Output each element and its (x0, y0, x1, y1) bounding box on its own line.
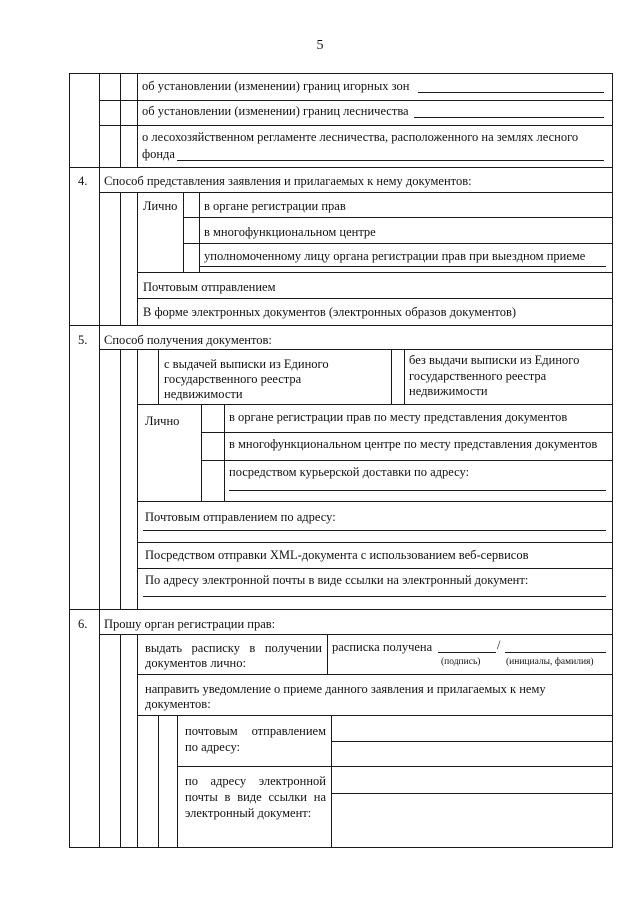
address-fill-line (331, 793, 613, 794)
page-number: 5 (316, 38, 324, 53)
section-4-lichno: Лично (143, 199, 178, 213)
section-5-option-post: Почтовым отправлением по адресу: (145, 510, 336, 524)
postal-line2: по адресу: (185, 740, 241, 754)
fill-line (143, 596, 606, 597)
underline (200, 266, 606, 267)
table-border-bottom (69, 847, 613, 848)
row-divider (201, 432, 613, 433)
checkbox-column-divider (137, 192, 138, 325)
notify-line1: направить уведомление о приеме данного заявления и прилагаемых к нему (145, 682, 546, 696)
section-5-option-email: По адресу электронной почты в виде ссылки на электронный документ: (145, 573, 529, 587)
section-divider (69, 609, 613, 610)
checkbox-divider (199, 192, 200, 272)
without-extract-line2: государственного реестра (409, 369, 547, 383)
section-4-option-mfc: в многофункциональном центре (204, 225, 376, 239)
checkbox-column-divider (137, 349, 138, 609)
without-extract-line3: недвижимости (409, 384, 488, 398)
option-forestry-borders: об установлении (изменении) границ лесничества (142, 104, 409, 118)
signature-line (438, 652, 496, 653)
extract-divider (391, 349, 392, 404)
option-forestry-regulation-line2: фонда (142, 147, 175, 161)
checkbox-column-divider (120, 349, 121, 609)
row-divider (137, 542, 613, 543)
row-divider (137, 404, 613, 405)
row-divider (137, 715, 613, 716)
row-divider (137, 298, 613, 299)
row-divider (99, 100, 613, 101)
section-5-option-xml: Посредством отправки XML-документа с использованием веб-сервисов (145, 548, 529, 562)
section-4-option-registry: в органе регистрации прав (204, 199, 346, 213)
table-border-top (69, 73, 613, 74)
fill-line (229, 490, 606, 491)
section-6-title: Прошу орган регистрации прав: (104, 617, 276, 631)
row-divider (99, 634, 613, 635)
with-extract-line2: государственного реестра (164, 372, 302, 386)
checkbox-divider (404, 349, 405, 404)
fill-line (177, 160, 604, 161)
checkbox-column-divider (137, 634, 138, 848)
fill-line (414, 117, 604, 118)
section-6-number: 6. (78, 617, 88, 631)
checkbox-divider (158, 715, 159, 848)
receipt-slash: / (497, 638, 501, 652)
initials-caption: (инициалы, фамилия) (506, 657, 594, 667)
row-divider (137, 272, 613, 273)
checkbox-divider (177, 715, 178, 848)
option-gaming-zones: об установлении (изменении) границ игорных зон (142, 79, 410, 93)
section-5-number: 5. (78, 333, 88, 347)
receipt-received-label: расписка получена (332, 640, 433, 654)
with-extract-line3: недвижимости (164, 387, 243, 401)
row-divider (183, 217, 613, 218)
number-column-divider (99, 73, 100, 848)
table-border-left (69, 73, 70, 848)
option-forestry-regulation-line1: о лесохозяйственном регламенте лесничества, расположенного на землях лесного (142, 130, 579, 144)
fill-line (418, 92, 604, 93)
section-divider (69, 167, 613, 168)
checkbox-column-divider (120, 73, 121, 167)
checkbox-column-divider (120, 634, 121, 848)
row-divider (177, 766, 613, 767)
initials-line (505, 652, 606, 653)
receipt-request-line1: выдать расписку в получении (145, 641, 322, 655)
postal-line1: почтовым отправлением (185, 724, 326, 738)
section-5-title: Способ получения документов: (104, 333, 272, 347)
checkbox-column-divider (120, 192, 121, 325)
receipt-divider (327, 634, 328, 674)
email-line3: электронный документ: (185, 806, 312, 820)
with-extract-line1: с выдачей выписки из Единого (164, 357, 329, 371)
lichno-divider (183, 192, 184, 272)
section-divider (69, 325, 613, 326)
section-5-option-registry: в органе регистрации прав по месту представления документов (229, 410, 568, 424)
address-fill-line (331, 741, 613, 742)
signature-caption: (подпись) (441, 657, 481, 667)
email-line1: по адресу электронной (185, 774, 326, 788)
row-divider (99, 349, 613, 350)
address-divider (331, 715, 332, 848)
checkbox-divider (158, 349, 159, 404)
section-4-number: 4. (78, 174, 88, 188)
section-4-option-post: Почтовым отправлением (143, 280, 276, 294)
lichno-divider (201, 404, 202, 501)
checkbox-column-divider (137, 73, 138, 167)
row-divider (137, 568, 613, 569)
section-5-lichno: Лично (145, 414, 180, 428)
section-4-title: Способ представления заявления и прилагаемых к нему документов: (104, 174, 472, 188)
receipt-request-line2: документов лично: (145, 656, 246, 670)
fill-line (143, 530, 606, 531)
without-extract-line1: без выдачи выписки из Единого (409, 353, 580, 367)
notify-line2: документов: (145, 697, 211, 711)
row-divider (137, 501, 613, 502)
email-line2: почты в виде ссылки на (185, 790, 326, 804)
section-4-option-electronic: В форме электронных документов (электронных образов документов) (143, 305, 517, 319)
row-divider (201, 460, 613, 461)
row-divider (99, 125, 613, 126)
section-4-option-visiting: уполномоченному лицу органа регистрации прав при выездном приеме (204, 249, 586, 263)
checkbox-divider (224, 404, 225, 501)
row-divider (99, 192, 613, 193)
section-5-option-courier: посредством курьерской доставки по адресу: (229, 465, 470, 479)
row-divider (137, 674, 613, 675)
row-divider (183, 243, 613, 244)
section-5-option-mfc: в многофункциональном центре по месту представления документов (229, 437, 598, 451)
